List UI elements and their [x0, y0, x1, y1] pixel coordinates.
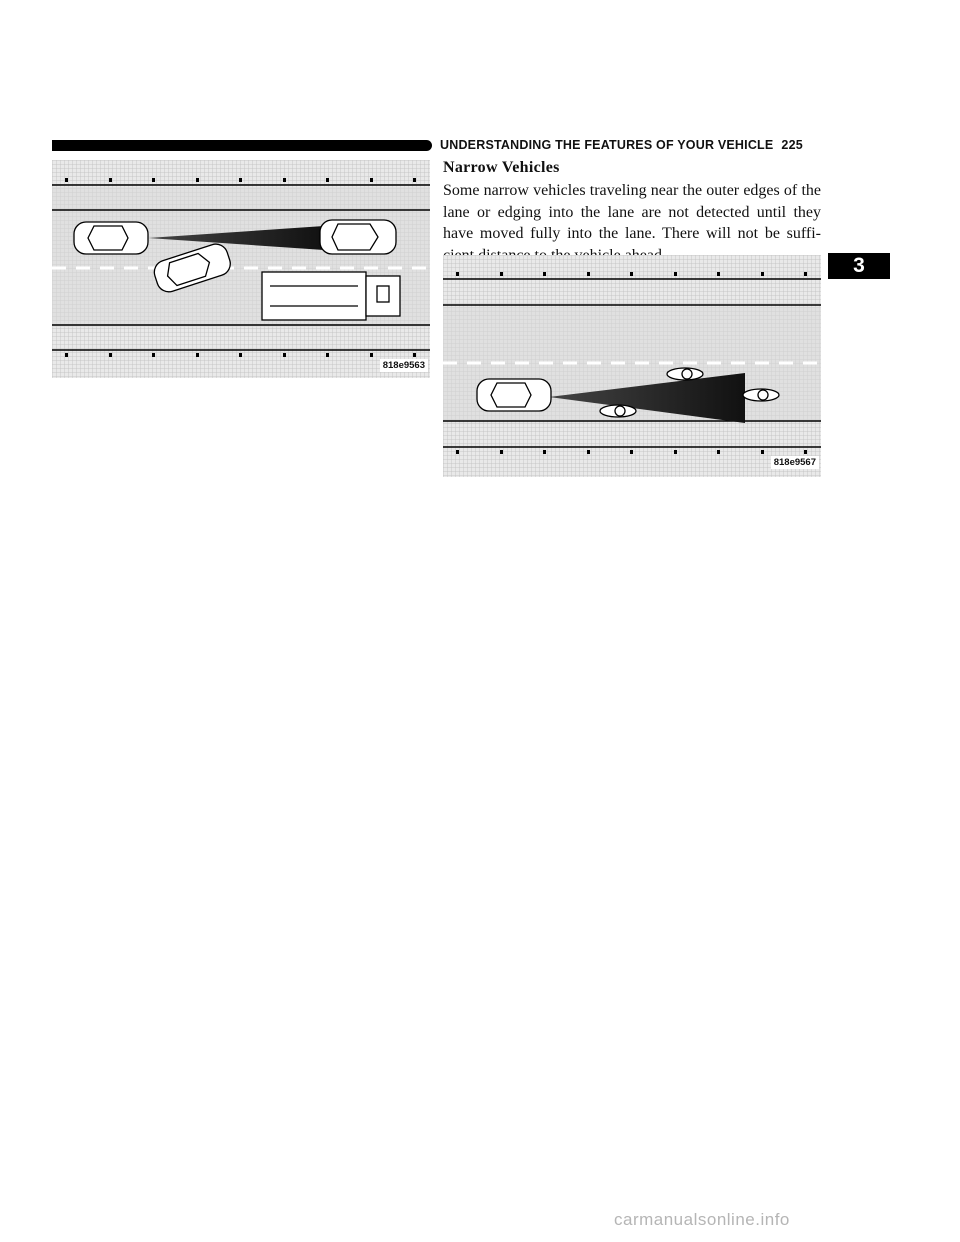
section-title: Narrow Vehicles — [443, 159, 560, 176]
figure-2-illustration — [443, 255, 821, 477]
watermark: carmanualsonline.info — [614, 1210, 790, 1229]
figure-narrow-vehicles — [443, 255, 821, 477]
figure-acc-lane-change — [52, 160, 430, 378]
section-body: Some narrow vehicles traveling near the outer edges of the lane or edging into the lane are not detected until they have moved fully into the lane. There will not be suffi- — [443, 182, 821, 242]
chapter-title: UNDERSTANDING THE FEATURES OF YOUR VEHICLE — [440, 138, 774, 152]
figure-2-code: 818e9567 — [771, 456, 819, 469]
running-header — [440, 138, 803, 152]
chapter-tab: 3 — [828, 253, 890, 279]
page-number: 225 — [781, 138, 803, 152]
figure-1-code: 818e9563 — [380, 359, 428, 372]
figure-1-illustration — [52, 160, 430, 378]
header-rule — [52, 140, 432, 151]
